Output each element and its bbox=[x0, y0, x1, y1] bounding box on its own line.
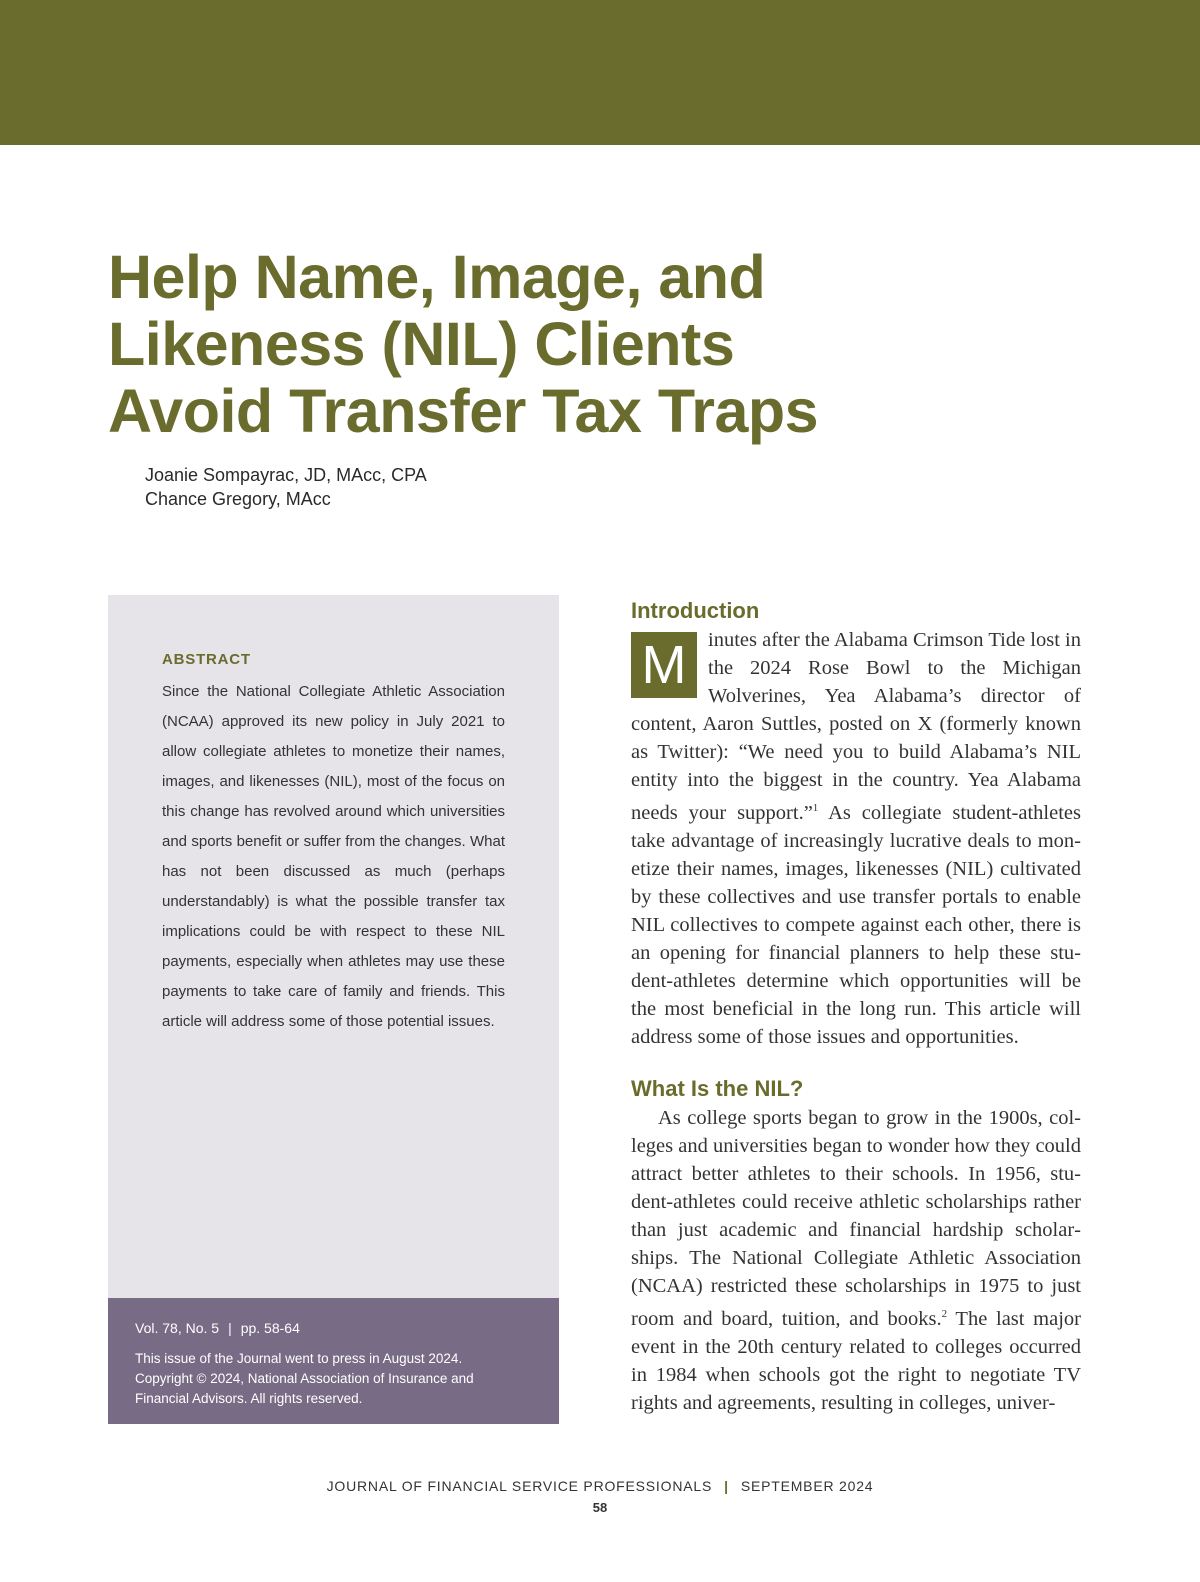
intro-text: inutes after the Alabama Crimson Tide lost in the 2024 Rose Bowl to the Michigan Wolverines, Yea Alabama’s director of content, Aaron Suttles, posted on X (formerly known as Twitter): “We need you to build Alabama’s NIL entity into the biggest in the country. Yea Alabama needs your support.” bbox=[631, 629, 1081, 824]
header-band bbox=[0, 0, 1200, 145]
title-line: Avoid Transfer Tax Traps bbox=[108, 377, 819, 445]
footer-journal-line bbox=[0, 1478, 1200, 1494]
abstract-label: ABSTRACT bbox=[162, 651, 251, 668]
footnote-ref: 2 bbox=[941, 1307, 948, 1320]
abstract-text: Since the National Collegiate Athletic Association (NCAA) approved its new policy in July 2021 to allow collegiate athletes to monetize their names, images, and likenesses (NIL), most of the focus on this change has revolved around which universities and sports benefit or suffer from the changes. What has not been discussed as much (perhaps understandably) is what the possible transfer tax implications could be with respect to these NIL payments, especially when athletes may use these payments to take care of family and friends. This article will address some of those potential issues. bbox=[162, 683, 505, 1030]
author-list bbox=[145, 463, 427, 511]
section-heading-what-is-nil: What Is the NIL? bbox=[631, 1075, 804, 1101]
abstract-panel bbox=[108, 595, 559, 1298]
volume-line bbox=[135, 1320, 300, 1336]
nil-text-cont: The last major event in the 20th century related to colleges occurred in 1984 when schools got the right to negotiate TV rights and agreements, resulting in colleges, univer- bbox=[631, 1307, 1081, 1414]
nil-paragraph bbox=[631, 1104, 1081, 1417]
intro-text-cont: As collegiate student-athletes take advantage of increasingly lucrative deals to monetize their names, images, likenesses (NIL) cultivated by these collectives and use transfer portals to enable NIL collectives to compete against each other, there is an opening for financial planners to help these student-athletes determine which opportunities will be the most beneficial in the long run. This article will address some of those issues and opportunities. bbox=[631, 801, 1081, 1048]
drop-cap: M bbox=[631, 632, 697, 698]
body-column bbox=[631, 596, 1081, 1417]
author-name: Chance Gregory, MAcc bbox=[145, 489, 331, 509]
footnote-ref: 1 bbox=[812, 802, 819, 814]
footer-separator: | bbox=[724, 1478, 729, 1494]
page-footer bbox=[0, 1478, 1200, 1515]
press-line: Financial Advisors. All rights reserved. bbox=[135, 1391, 363, 1406]
title-line: Help Name, Image, and bbox=[108, 243, 766, 311]
section-heading-introduction: Introduction bbox=[631, 598, 760, 623]
issue-date: SEPTEMBER 2024 bbox=[740, 1478, 874, 1494]
author-name: Joanie Sompayrac, JD, MAcc, CPA bbox=[145, 465, 427, 485]
volume-separator: | bbox=[228, 1320, 232, 1336]
page-number: 58 bbox=[592, 1500, 608, 1515]
nil-text: As college sports began to grow in the 1900s, colleges and universities began to wonder how they could attract better athletes to their schools. In 1956, student-athletes could receive athletic scholarships rather than just academic and financial hardship scholarships. The National Collegiate Athletic Association (NCAA) restricted these scholarships in 1975 to just room and board, tuition, and books. bbox=[631, 1106, 1081, 1330]
publication-info-panel bbox=[108, 1298, 559, 1424]
article-title bbox=[108, 244, 868, 445]
volume-number: Vol. 78, No. 5 bbox=[135, 1320, 220, 1336]
press-note bbox=[135, 1349, 535, 1409]
press-line: This issue of the Journal went to press in August 2024. bbox=[135, 1351, 463, 1366]
intro-paragraph bbox=[631, 626, 1081, 1051]
press-line: Copyright © 2024, National Association of Insurance and bbox=[135, 1371, 474, 1386]
journal-name: JOURNAL OF FINANCIAL SERVICE PROFESSIONALS bbox=[326, 1478, 713, 1494]
page-range: pp. 58-64 bbox=[240, 1320, 300, 1336]
title-line: Likeness (NIL) Clients bbox=[108, 310, 735, 378]
